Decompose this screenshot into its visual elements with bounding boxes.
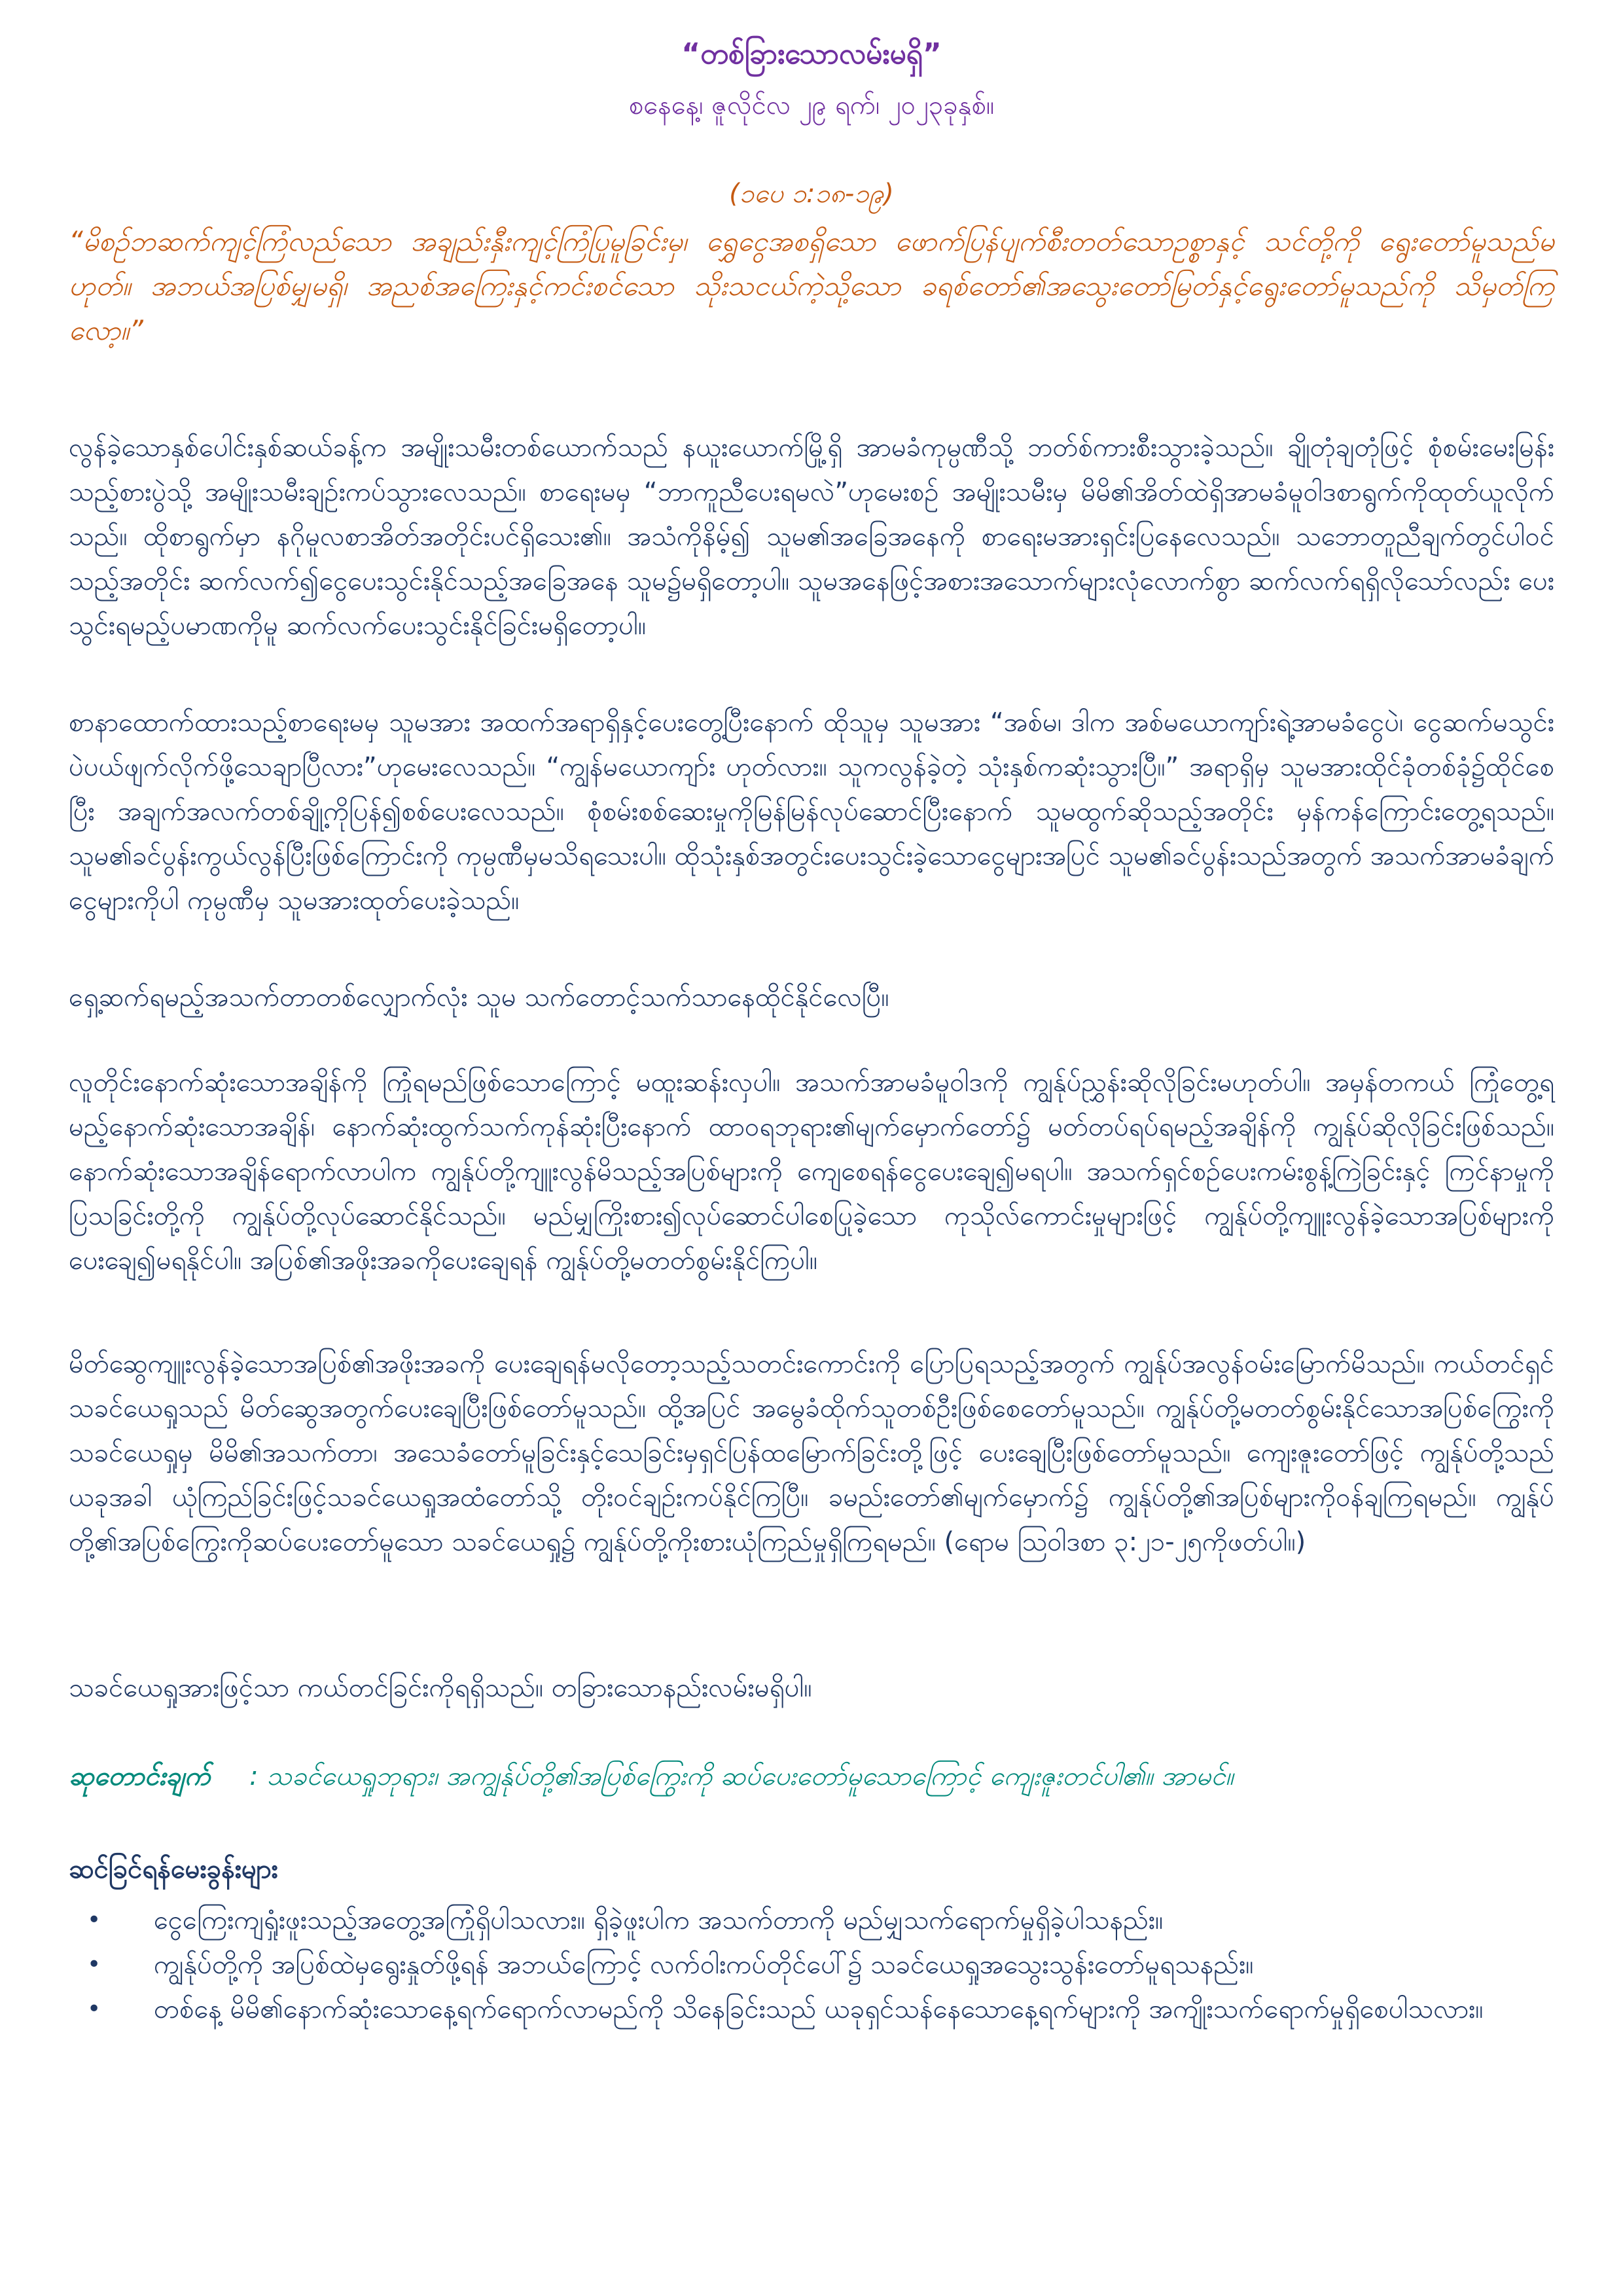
- reflection-questions-list: [69, 1898, 1554, 2032]
- list-item: [69, 1943, 1554, 1987]
- question-text: တစ်နေ့ မိမိ၏နောက်ဆုံးသောနေ့ရက်ရောက်လာမည်ကို သိနေခြင်းသည် ယခုရှင်သန်နေသောနေ့ရက်များကို အကျိုးသက်ရောက်မှုရှိစေပါသလား။: [154, 1994, 1484, 2024]
- page-title: “တစ်ခြားသောလမ်းမရှိ”: [681, 37, 942, 71]
- body-paragraph-2: စာနာထောက်ထားသည့်စာရေးမမှ သူမအား အထက်အရာရှိနှင့်ပေးတွေ့ပြီးနောက် ထိုသူမှ သူမအား “အစ်မ၊ ဒါက အစ်မယောကျာ်းရဲ့အာမခံငွေပဲ၊ ငွေဆက်မသွင်းပဲပယ်ဖျက်လိုက်ဖို့သေချာပြီလား”ဟုမေးလေသည်။ “ကျွန်မယောကျာ်း ဟုတ်လား။ သူကလွန်ခဲ့တဲ့ သုံးနှစ်ကဆုံးသွားပြီ။” အရာရှိမှ သူမအားထိုင်ခုံတစ်ခုံ၌ထိုင်စေပြီး အချက်အလက်တစ်ချို့ကိုပြန်၍စစ်ပေးလေသည်။ စုံစမ်းစစ်ဆေးမှုကိုမြန်မြန်လုပ်ဆောင်ပြီးနောက် သူမထွက်ဆိုသည့်အတိုင်း မှန်ကန်ကြောင်းတွေ့ရသည်။ သူမ၏ခင်ပွန်းကွယ်လွန်ပြီးဖြစ်ကြောင်းကို ကုမ္ပဏီမှမသိရသေးပါ။ ထိုသုံးနှစ်အတွင်းပေးသွင်းခဲ့သောငွေများအပြင် သူမ၏ခင်ပွန်းသည်အတွက် အသက်အာမခံချက်ငွေများကိုပါ ကုမ္ပဏီမှ သူမအားထုတ်ပေးခဲ့သည်။: [69, 708, 1554, 916]
- body-paragraph-4: လူတိုင်းနောက်ဆုံးသောအချိန်ကို ကြုံရမည်ဖြစ်သောကြောင့် မထူးဆန်းလှပါ။ အသက်အာမခံမူဝါဒကို ကျွန်ုပ်ညွှန်းဆိုလိုခြင်းမဟုတ်ပါ။ အမှန်တကယ် ကြုံတွေ့ရမည့်နောက်ဆုံးသောအချိန်၊ နောက်ဆုံးထွက်သက်ကုန်ဆုံးပြီးနောက် ထာဝရဘုရား၏မျက်မှောက်တော်၌ မတ်တပ်ရပ်ရမည့်အချိန်ကို ကျွန်ုပ်ဆိုလိုခြင်းဖြစ်သည်။ နောက်ဆုံးသောအချိန်ရောက်လာပါက ကျွန်ုပ်တို့ကျူးလွန်မိသည့်အပြစ်များကို ကျေစေရန်ငွေပေးချေ၍မရပါ။ အသက်ရှင်စဉ်ပေးကမ်းစွန့်ကြဲခြင်းနှင့် ကြင်နာမှုကိုပြသခြင်းတို့ကို ကျွန်ုပ်တို့လုပ်ဆောင်နိုင်သည်။ မည်မျှကြိုးစား၍လုပ်ဆောင်ပါစေပြုခဲ့သော ကုသိုလ်ကောင်းမှုများဖြင့် ကျွန်ုပ်တို့ကျူးလွန်ခဲ့သောအပြစ်များကို ပေးချေ၍မရနိုင်ပါ။ အပြစ်၏အဖိုးအခကိုပေးချေရန် ကျွန်ုပ်တို့မတတ်စွမ်းနိုင်ကြပါ။: [69, 1067, 1554, 1276]
- question-text: ငွေကြေးကျရှုံးဖူးသည့်အတွေ့အကြုံရှိပါသလား။ ရှိခဲ့ဖူးပါက အသက်တာကို မည်မျှသက်ရောက်မှုရှိခဲ့ပါသနည်း။: [154, 1905, 1164, 1935]
- scripture-quote: “မိစဉ်ဘဆက်ကျင့်ကြံလည်သော အချည်းနှီးကျင့်ကြံပြုမူခြင်းမှ၊ ရွှေငွေအစရှိသော ဖောက်ပြန်ပျက်စီးတတ်သောဥစ္စာနှင့် သင်တို့ကို ရွေးတော်မူသည်မဟုတ်။ အဘယ်အပြစ်မျှမရှိ၊ အညစ်အကြေးနှင့်ကင်းစင်သော သိုးသငယ်ကဲ့သို့သော ခရစ်တော်၏အသွေးတော်မြတ်နှင့်ရွေးတော်မူသည်ကို သိမှတ်ကြလော့။”: [69, 225, 1554, 346]
- list-item: [69, 1987, 1554, 2032]
- body-paragraph-1: လွန်ခဲ့သောနှစ်ပေါင်းနှစ်ဆယ်ခန့်က အမျိုးသမီးတစ်ယောက်သည် နယူးယောက်မြို့ရှိ အာမခံကုမ္ပဏီသို့ ဘတ်စ်ကားစီးသွားခဲ့သည်။ ချိုတုံချတုံဖြင့် စုံစမ်းမေးမြန်းသည့်စားပွဲသို့ အမျိုးသမီးချဉ်းကပ်သွားလေသည်။ စာရေးမမှ “ဘာကူညီပေးရမလဲ”ဟုမေးစဉ် အမျိုးသမီးမှ မိမိ၏အိတ်ထဲရှိအာမခံမူဝါဒစာရွက်ကိုထုတ်ယူလိုက်သည်။ ထိုစာရွက်မှာ နဂိုမူလစာအိတ်အတိုင်းပင်ရှိသေး၏။ အသံကိုနိမ့်၍ သူမ၏အခြေအနေကို စာရေးမအားရှင်းပြနေလေသည်။ သဘောတူညီချက်တွင်ပါဝင်သည့်အတိုင်း ဆက်လက်၍ငွေပေးသွင်းနိုင်သည့်အခြေအနေ သူမ၌မရှိတော့ပါ။ သူမအနေဖြင့်အစားအသောက်များလုံလောက်စွာ ဆက်လက်ရရှိလိုသော်လည်း ပေးသွင်းရမည့်ပမာဏကိုမူ ဆက်လက်ပေးသွင်းနိုင်ခြင်းမရှိတော့ပါ။: [69, 433, 1554, 641]
- date-line: စနေနေ့၊ ဇူလိုင်လ ၂၉ ရက်၊ ၂၀၂၃ခုနှစ်။: [628, 90, 995, 120]
- bullet-icon: •: [87, 1951, 101, 1978]
- scripture-reference: (၁ပေ ၁:၁၈-၁၉): [729, 179, 894, 209]
- prayer-label: ဆုတောင်းချက်: [69, 1761, 211, 1791]
- bullet-icon: •: [87, 1996, 101, 2022]
- body-paragraph-6: သခင်ယေရှုအားဖြင့်သာ ကယ်တင်ခြင်းကိုရရှိသည်။ တခြားသောနည်းလမ်းမရှိပါ။: [69, 1673, 812, 1703]
- reflection-questions-heading: ဆင်ခြင်ရန်မေးခွန်းများ: [69, 1854, 278, 1884]
- body-paragraph-3: ရှေ့ဆက်ရမည့်အသက်တာတစ်လျှောက်လုံး သူမ သက်တောင့်သက်သာနေထိုင်နိုင်လေပြီ။: [69, 982, 889, 1013]
- list-item: [69, 1898, 1554, 1943]
- prayer-line: [69, 1754, 1554, 1799]
- prayer-text: : သခင်ယေရှုဘုရား၊ အကျွန်ုပ်တို့၏အပြစ်ကြွေးကို ဆပ်ပေးတော်မူသောကြောင့် ကျေးဇူးတင်ပါ၏။ အာမင်။: [249, 1761, 1234, 1791]
- body-paragraph-5: မိတ်ဆွေကျူးလွန်ခဲ့သောအပြစ်၏အဖိုးအခကို ပေးချေရန်မလိုတော့သည့်သတင်းကောင်းကို ပြောပြရသည့်အတွက် ကျွန်ုပ်အလွန်ဝမ်းမြောက်မိသည်။ ကယ်တင်ရှင်သခင်ယေရှုသည် မိတ်ဆွေအတွက်ပေးချေပြီးဖြစ်တော်မူသည်။ ထို့အပြင် အမွေခံထိုက်သူတစ်ဦးဖြစ်စေတော်မူသည်။ ကျွန်ုပ်တို့မတတ်စွမ်းနိုင်သောအပြစ်ကြွေးကို သခင်ယေရှုမှ မိမိ၏အသက်တာ၊ အသေခံတော်မူခြင်းနှင့်သေခြင်းမှရှင်ပြန်ထမြောက်ခြင်းတို့ဖြင့် ပေးချေပြီးဖြစ်တော်မူသည်။ ကျေးဇူးတော်ဖြင့် ကျွန်ုပ်တို့သည် ယခုအခါ ယုံကြည်ခြင်းဖြင့်သခင်ယေရှုအထံတော်သို့ တိုးဝင်ချဉ်းကပ်နိုင်ကြပြီ။ ခမည်းတော်၏မျက်မှောက်၌ ကျွန်ုပ်တို့၏အပြစ်များကိုဝန်ချကြရမည်။ ကျွန်ုပ်တို့၏အပြစ်ကြွေးကိုဆပ်ပေးတော်မူသော သခင်ယေရှု၌ ကျွန်ုပ်တို့ကိုးစားယုံကြည်မှုရှိကြရမည်။ (ရောမ ဩဝါဒစာ ၃:၂၁-၂၅ကိုဖတ်ပါ။): [69, 1349, 1554, 1557]
- question-text: ကျွန်ုပ်တို့ကို အပြစ်ထဲမှရွေးနှုတ်ဖို့ရန် အဘယ်ကြောင့် လက်ဝါးကပ်တိုင်ပေါ်၌ သခင်ယေရှုအသွေးသွန်းတော်မူရသနည်း။: [154, 1950, 1254, 1980]
- bullet-icon: •: [87, 1907, 101, 1933]
